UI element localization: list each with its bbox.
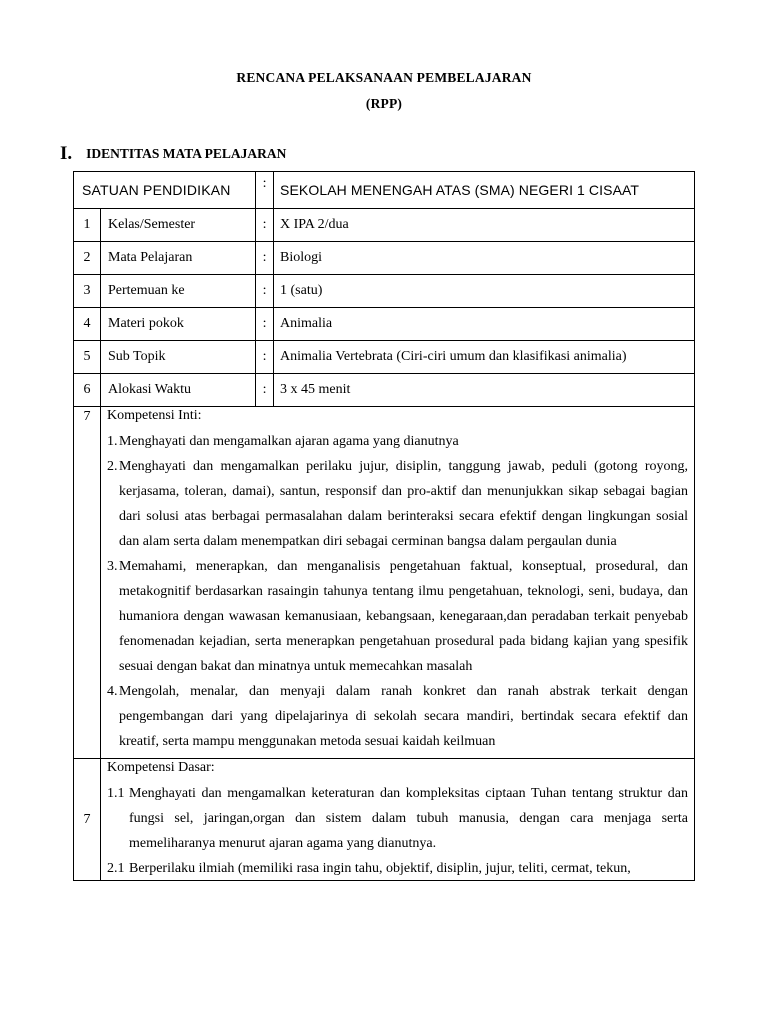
list-item-text: Menghayati dan mengamalkan keteraturan dan kompleksitas ciptaan Tuhan tentang struktur dan fungsi sel, jaringan,organ dan sistem dalam tubuh manusia, dengan cara menjaga serta memeliharanya menurut ajaran agama yang dianutnya. xyxy=(129,786,689,851)
row-value: 1 (satu) xyxy=(274,275,695,308)
list-item-text: Mengolah, menalar, dan menyaji dalam ranah konkret dan ranah abstrak terkait dengan pengembangan dari yang dipelajarinya di sekolah secara mandiri, bertindak secara efektif dan kreatif, serta mampu menggunakan metoda sesuai kaidah keilmuan xyxy=(119,684,689,749)
row-label: Mata Pelajaran xyxy=(101,242,256,275)
identity-row xyxy=(74,341,695,374)
colon: : xyxy=(256,275,274,308)
identity-row xyxy=(74,275,695,308)
kompetensi-dasar-row xyxy=(74,759,695,881)
list-item xyxy=(107,454,688,554)
row-number: 7 xyxy=(74,759,101,881)
row-value: Animalia xyxy=(274,308,695,341)
kompetensi-inti-list xyxy=(107,429,688,754)
row-value: Biologi xyxy=(274,242,695,275)
list-marker: 3. xyxy=(107,559,118,574)
list-item xyxy=(107,856,688,880)
row-label: Sub Topik xyxy=(101,341,256,374)
row-number: 7 xyxy=(74,407,101,759)
satuan-label: SATUAN PENDIDIKAN xyxy=(74,172,256,209)
section-heading xyxy=(60,143,286,165)
identity-row xyxy=(74,242,695,275)
row-value: Animalia Vertebrata (Ciri-ciri umum dan klasifikasi animalia) xyxy=(274,341,695,374)
row-value: 3 x 45 menit xyxy=(274,374,695,407)
kompetensi-dasar-list xyxy=(107,781,688,880)
list-marker: 2. xyxy=(107,459,118,474)
list-item xyxy=(107,679,688,754)
row-number: 5 xyxy=(74,341,101,374)
list-item-text: Berperilaku ilmiah (memiliki rasa ingin tahu, objektif, disiplin, jujur, teliti, cermat, tekun, xyxy=(129,861,631,876)
row-number: 2 xyxy=(74,242,101,275)
colon: : xyxy=(256,172,274,209)
row-number: 1 xyxy=(74,209,101,242)
row-label: Alokasi Waktu xyxy=(101,374,256,407)
list-item xyxy=(107,554,688,679)
list-item xyxy=(107,781,688,856)
row-label: Kelas/Semester xyxy=(101,209,256,242)
document-subtitle: (RPP) xyxy=(365,96,403,111)
identity-row xyxy=(74,308,695,341)
section-title: IDENTITAS MATA PELAJARAN xyxy=(86,146,287,161)
list-item xyxy=(107,429,688,454)
satuan-value: SEKOLAH MENENGAH ATAS (SMA) NEGERI 1 CISAAT xyxy=(274,172,695,209)
colon: : xyxy=(256,209,274,242)
list-item-text: Menghayati dan mengamalkan ajaran agama yang dianutnya xyxy=(119,434,459,449)
list-marker: 1.1 xyxy=(107,786,125,801)
row-number: 4 xyxy=(74,308,101,341)
row-label: Pertemuan ke xyxy=(101,275,256,308)
kompetensi-inti-cell xyxy=(101,407,695,759)
kompetensi-dasar-heading: Kompetensi Dasar: xyxy=(107,760,215,775)
kompetensi-inti-row xyxy=(74,407,695,759)
row-value: X IPA 2/dua xyxy=(274,209,695,242)
identity-table xyxy=(73,171,695,881)
list-marker: 1. xyxy=(107,434,118,449)
list-marker: 2.1 xyxy=(107,861,125,876)
row-label: Materi pokok xyxy=(101,308,256,341)
list-item-text: Memahami, menerapkan, dan menganalisis pengetahuan faktual, konseptual, prosedural, dan metakognitif berdasarkan rasaingin tahunya tentang ilmu pengetahuan, teknologi, seni, budaya, dan humaniora dengan wawasan kemanusiaan, kebangsaan, kenegaraan,dan peradaban terkait penyebab fenomenadan kejadian, serta menerapkan pengetahuan prosedural pada bidang kajian yang spesifik sesuai dengan bakat dan minatnya untuk memecahkan masalah xyxy=(119,559,689,674)
identity-row-satuan xyxy=(74,172,695,209)
row-number: 6 xyxy=(74,374,101,407)
row-number: 3 xyxy=(74,275,101,308)
list-marker: 4. xyxy=(107,684,118,699)
colon: : xyxy=(256,242,274,275)
list-item-text: Menghayati dan mengamalkan perilaku jujur, disiplin, tanggung jawab, peduli (gotong royong, kerjasama, toleran, damai), santun, responsif dan pro-aktif dan menunjukkan sikap sebagai bagian dari solusi atas berbagai permasalahan dalam berinteraksi secara efektif dengan lingkungan sosial dan alam serta dalam menempatkan diri sebagai cerminan bangsa dalam pergaulan dunia xyxy=(119,459,689,549)
colon: : xyxy=(256,308,274,341)
document-title: RENCANA PELAKSANAAN PEMBELAJARAN xyxy=(236,70,532,85)
identity-row xyxy=(74,209,695,242)
section-number: I. xyxy=(60,143,73,164)
colon: : xyxy=(256,374,274,407)
identity-row xyxy=(74,374,695,407)
kompetensi-inti-heading: Kompetensi Inti: xyxy=(107,408,202,423)
kompetensi-dasar-cell xyxy=(101,759,695,881)
colon: : xyxy=(256,341,274,374)
